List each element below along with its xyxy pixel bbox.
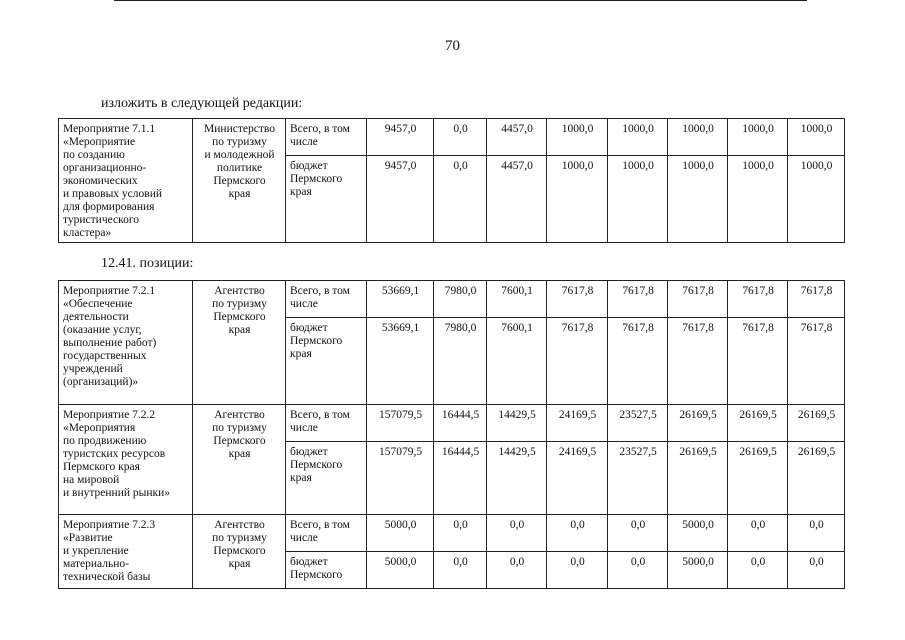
total-value: 7617,8 [668,281,728,318]
top-border-line [114,0,807,1]
total-value: 0,0 [547,515,608,552]
table-measure-7-1 [58,118,845,243]
budget-value: 5000,0 [367,552,434,589]
total-value: 1000,0 [608,119,668,156]
funding-source-budget: бюджет Пермского края [286,156,367,243]
funding-source-total: Всего, в том числе [286,281,367,318]
executor-name: Министерство по туризму и молодежной политике Пермского края [193,119,286,243]
budget-value: 26169,5 [788,442,845,515]
total-value: 24169,5 [547,405,608,442]
total-value: 14429,5 [487,405,547,442]
funding-source-total: Всего, в том числе [286,405,367,442]
budget-value: 16444,5 [434,442,487,515]
budget-value: 24169,5 [547,442,608,515]
measure-name: Мероприятие 7.1.1 «Мероприятие по созданию организационно- экономических и правовых условий для формирования туристического кластера» [59,119,193,243]
total-value: 0,0 [487,515,547,552]
total-value: 7617,8 [547,281,608,318]
total-value: 7617,8 [608,281,668,318]
total-value: 26169,5 [668,405,728,442]
measure-name: Мероприятие 7.2.1 «Обеспечение деятельности (оказание услуг, выполнение работ) государственных учреждений (организаций)» [59,281,193,405]
table-row [59,405,845,442]
funding-source-budget: бюджет Пермского края [286,442,367,515]
funding-source-budget: бюджет Пермского [286,552,367,589]
total-value: 7600,1 [487,281,547,318]
total-value: 53669,1 [367,281,434,318]
budget-value: 0,0 [788,552,845,589]
total-value: 26169,5 [728,405,788,442]
budget-value: 7617,8 [788,318,845,405]
total-value: 1000,0 [668,119,728,156]
budget-value: 7600,1 [487,318,547,405]
budget-value: 1000,0 [608,156,668,243]
budget-value: 1000,0 [728,156,788,243]
executor-name: Агентство по туризму Пермского края [193,281,286,405]
funding-source-budget: бюджет Пермского края [286,318,367,405]
budget-value: 7980,0 [434,318,487,405]
table-row [59,281,845,318]
budget-value: 7617,8 [728,318,788,405]
budget-value: 0,0 [487,552,547,589]
budget-value: 1000,0 [668,156,728,243]
budget-value: 0,0 [728,552,788,589]
budget-value: 9457,0 [367,156,434,243]
total-value: 9457,0 [367,119,434,156]
funding-source-total: Всего, в том числе [286,515,367,552]
total-value: 7617,8 [788,281,845,318]
total-value: 1000,0 [728,119,788,156]
total-value: 5000,0 [668,515,728,552]
total-value: 0,0 [434,515,487,552]
budget-value: 0,0 [547,552,608,589]
total-value: 157079,5 [367,405,434,442]
measure-name: Мероприятие 7.2.3 «Развитие и укрепление материально- технической базы [59,515,193,589]
budget-value: 7617,8 [668,318,728,405]
budget-value: 14429,5 [487,442,547,515]
total-value: 4457,0 [487,119,547,156]
total-value: 7617,8 [728,281,788,318]
total-value: 0,0 [608,515,668,552]
page-number: 70 [445,38,460,54]
total-value: 0,0 [788,515,845,552]
budget-value: 0,0 [434,156,487,243]
caption-positions: 12.41. позиции: [101,256,194,271]
budget-value: 4457,0 [487,156,547,243]
executor-name: Агентство по туризму Пермского края [193,405,286,515]
total-value: 23527,5 [608,405,668,442]
budget-value: 157079,5 [367,442,434,515]
total-value: 7980,0 [434,281,487,318]
total-value: 1000,0 [788,119,845,156]
budget-value: 5000,0 [668,552,728,589]
budget-value: 7617,8 [547,318,608,405]
funding-source-total: Всего, в том числе [286,119,367,156]
total-value: 0,0 [728,515,788,552]
budget-value: 7617,8 [608,318,668,405]
total-value: 16444,5 [434,405,487,442]
budget-value: 0,0 [608,552,668,589]
total-value: 0,0 [434,119,487,156]
executor-name: Агентство по туризму Пермского края [193,515,286,589]
budget-value: 1000,0 [788,156,845,243]
table-measures-7-2 [58,280,845,589]
total-value: 5000,0 [367,515,434,552]
table-row [59,119,845,156]
budget-value: 53669,1 [367,318,434,405]
budget-value: 23527,5 [608,442,668,515]
table-row [59,515,845,552]
caption-edit-instruction: изложить в следующей редакции: [101,96,303,111]
budget-value: 0,0 [434,552,487,589]
total-value: 26169,5 [788,405,845,442]
total-value: 1000,0 [547,119,608,156]
budget-value: 26169,5 [728,442,788,515]
budget-value: 1000,0 [547,156,608,243]
measure-name: Мероприятие 7.2.2 «Мероприятия по продвижению туристских ресурсов Пермского края на мировой и внутренний рынки» [59,405,193,515]
budget-value: 26169,5 [668,442,728,515]
